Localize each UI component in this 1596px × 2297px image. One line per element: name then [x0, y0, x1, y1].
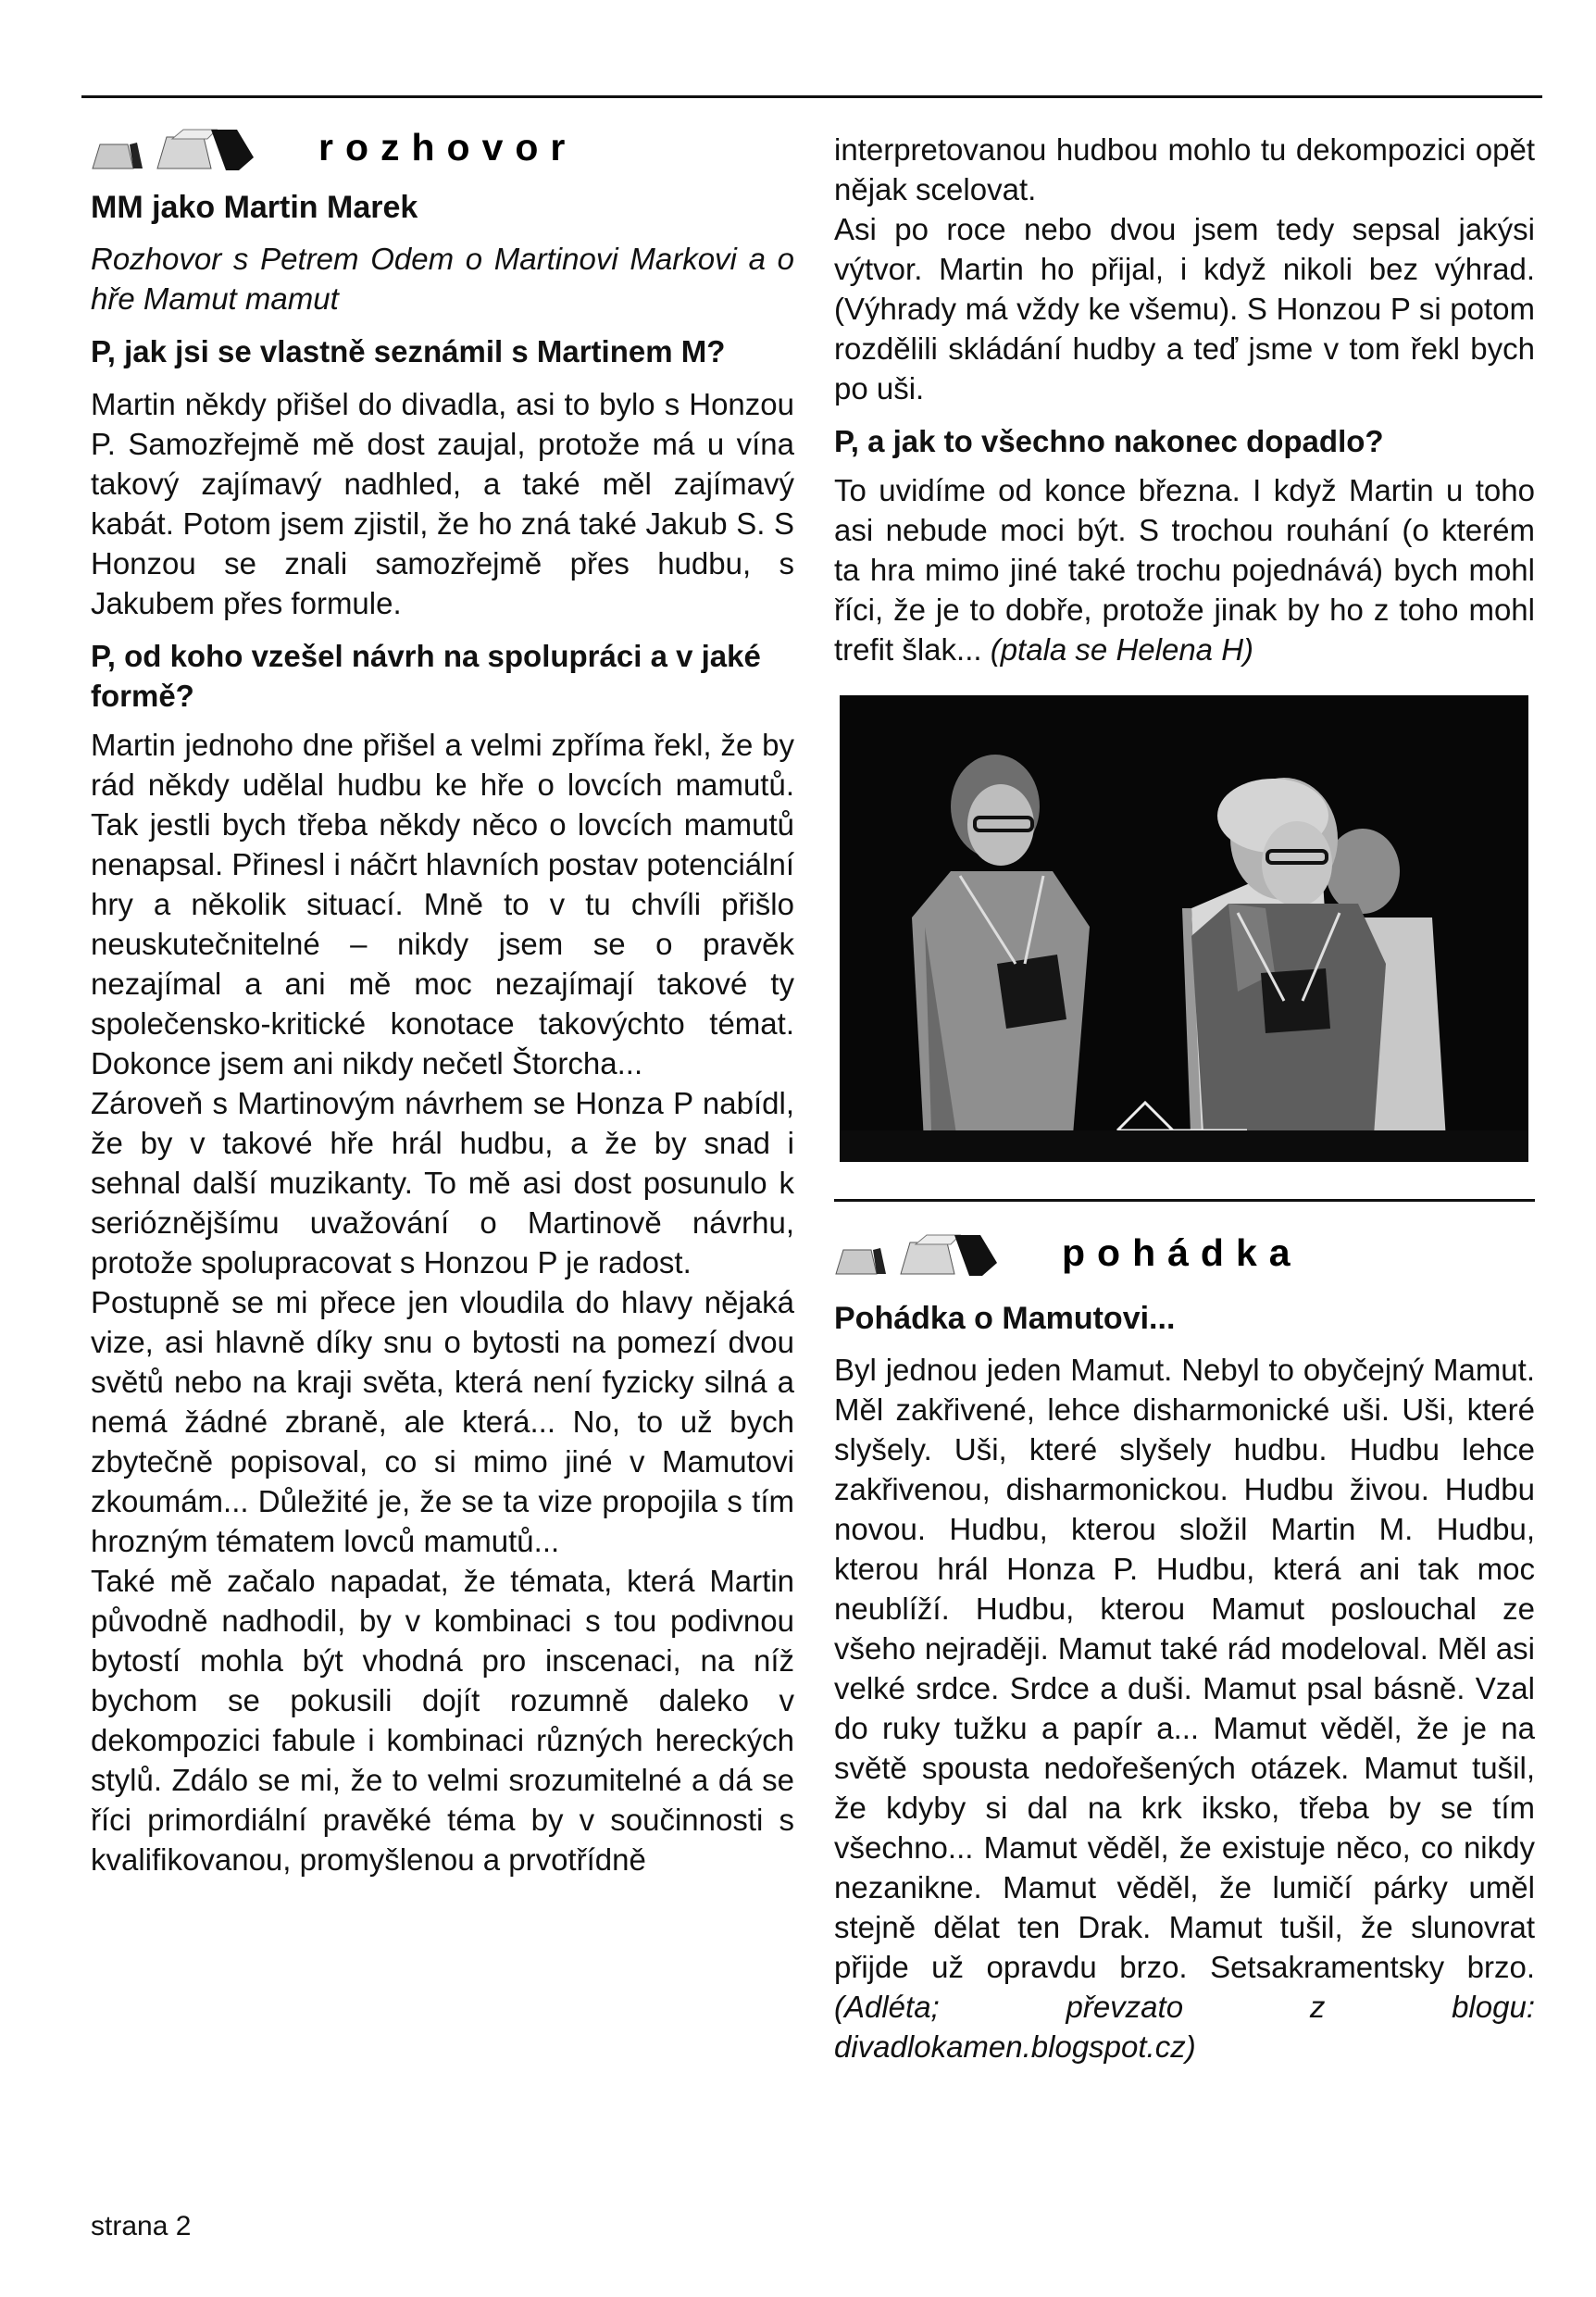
- answer-3-text: To uvidíme od konce března. I když Martin u toho asi nebude moci být. S trochou rouhání (o kterém ta hra mimo jiné také trochu pojednává) bych mohl říci, že je to dobře, protože jinak by ho z toho mohl trefit šlak...: [834, 473, 1535, 667]
- top-rule: [81, 95, 1542, 98]
- article-lead: Rozhovor s Petrem Odem o Martinovi Markovi a o hře Mamut mamut: [91, 242, 794, 316]
- right-column: [834, 130, 1535, 2066]
- answer-1: Martin někdy přišel do divadla, asi to bylo s Honzou P. Samozřejmě mě dost zaujal, protože má u vína takový zajímavý nadhled, a také měl zajímavý kabát. Potom jsem zjistil, že ho zná také Jakub S. S Honzou se znali samozřejmě přes hudbu, s Jakubem přes formule.: [91, 387, 794, 620]
- section-logo-icon: [91, 120, 304, 174]
- interview-header: [91, 120, 794, 174]
- answer-2-paragraph-1: Martin jednoho dne přišel a velmi zpříma řekl, že by rád někdy udělal hudbu ke hře o lovcích mamutů. Tak jestli bych třeba někdy něco o lovcích mamutů nenapsal. Přinesl i náčrt hlavních postav potenciální hry a několik situací. Mně to v tu chvíli přišlo neuskutečnitelné – nikdy jsem se o pravěk nezajímal a ani mě moc nezajímají takové ty společensko-kritické konotace takovýchto témat. Dokonce jsem ani nikdy nečetl Štorcha...: [91, 728, 794, 1080]
- fairytale-credit: (Adléta; převzato z blogu: divadlokamen.blogspot.cz): [834, 1990, 1535, 2064]
- stage-photo: [840, 695, 1528, 1162]
- section-logo-icon: [834, 1226, 1047, 1280]
- question-2: P, od koho vzešel návrh na spolupráci a v jaké formě?: [91, 639, 761, 713]
- fairytale-body: [834, 1350, 1535, 2066]
- answer-2-paragraph-4: Také mě začalo napadat, že témata, která Martin původně nadhodil, by v kombinaci s tou podivnou bytostí mohla být vhodná pro inscenaci, na níž bychom se pokusili dojít rozumně daleko v dekompozici fabule i kombinaci různých hereckých stylů. Zdálo se mi, že to velmi srozumitelné a dá se říci primordiální pravěké téma by v součinnosti s kvalifikovanou, promyšlenou a prvotřídně: [91, 1564, 794, 1877]
- fairytale-header: [834, 1226, 1535, 1280]
- question-3: P, a jak to všechno nakonec dopadlo?: [834, 424, 1384, 458]
- answer-2-paragraph-5: Asi po roce nebo dvou jsem tedy sepsal jakýsi výtvor. Martin ho přijal, i když nikoli bez výhrad. (Výhrady má vždy ke všemu). S Honzou P si potom rozdělili skládání hudby a teď jsme v tom řekl bych po uši.: [834, 212, 1535, 406]
- answer-2-paragraph-3: Postupně se mi přece jen vloudila do hlavy nějaká vize, asi hlavně díky snu o bytosti na pomezí dvou světů nebo na kraji světa, která není fyzicky silná a nemá žádné zbraně, ale která... No, to už bych zbytečně popisoval, co si mimo jiné v Mamutovi zkoumám... Důležité je, že se ta vize propojila s tím hrozným tématem lovců mamutů...: [91, 1285, 794, 1558]
- question-1: P, jak jsi se vlastně seznámil s Martinem M?: [91, 334, 726, 368]
- section-title: rozhovor: [318, 125, 578, 169]
- section-divider: [834, 1199, 1535, 1202]
- fairytale-text: Byl jednou jeden Mamut. Nebyl to obyčejný Mamut. Měl zakřivené, lehce disharmonické uši. Uši, které slyšely. Uši, které slyšely hudbu. Hudbu lehce zakřivenou, disharmonickou. Hudbu živou. Hudbu novou. Hudbu, kterou složil Martin M. Hudbu, kterou hrál Honza P. Hudbu, která ani tak moc neublíží. Hudbu, kterou Mamut poslouchal ze všeho nejraději. Mamut také rád modeloval. Měl asi velké srdce. Srdce a duši. Mamut psal básně. Vzal do ruky tužku a papír a... Mamut věděl, že je na světě spousta nedořešených otázek. Mamut tušil, že kdyby si dal na krk iksko, třeba by se tím všechno... Mamut věděl, že existuje něco, co nikdy nezanikne. Mamut věděl, že lumičí párky uměl stejně dělat ten Drak. Mamut tušil, že slunovrat přijde už opravdu brzo. Setsakramentsky brzo.: [834, 1353, 1535, 1984]
- answer-3-credit: (ptala se Helena H): [990, 632, 1254, 667]
- left-column: [91, 120, 794, 1879]
- answer-2-continued: interpretovanou hudbou mohlo tu dekompozici opět nějak scelovat.: [834, 132, 1535, 206]
- answer-2-paragraph-2: Zároveň s Martinovým návrhem se Honza P nabídl, že by v takové hře hrál hudbu, a že by snad i sehnal další muzikanty. To mě asi dost posunulo k serióznějšímu uvažování o Martinově návrhu, protože spolupracovat s Honzou P je radost.: [91, 1086, 794, 1280]
- page-number: strana 2: [91, 2211, 192, 2241]
- stage-photo-image: [840, 695, 1528, 1162]
- fairytale-title: Pohádka o Mamutovi...: [834, 1301, 1176, 1336]
- answer-3: [834, 470, 1535, 669]
- section-title: pohádka: [1062, 1230, 1303, 1274]
- article-title: MM jako Martin Marek: [91, 190, 418, 225]
